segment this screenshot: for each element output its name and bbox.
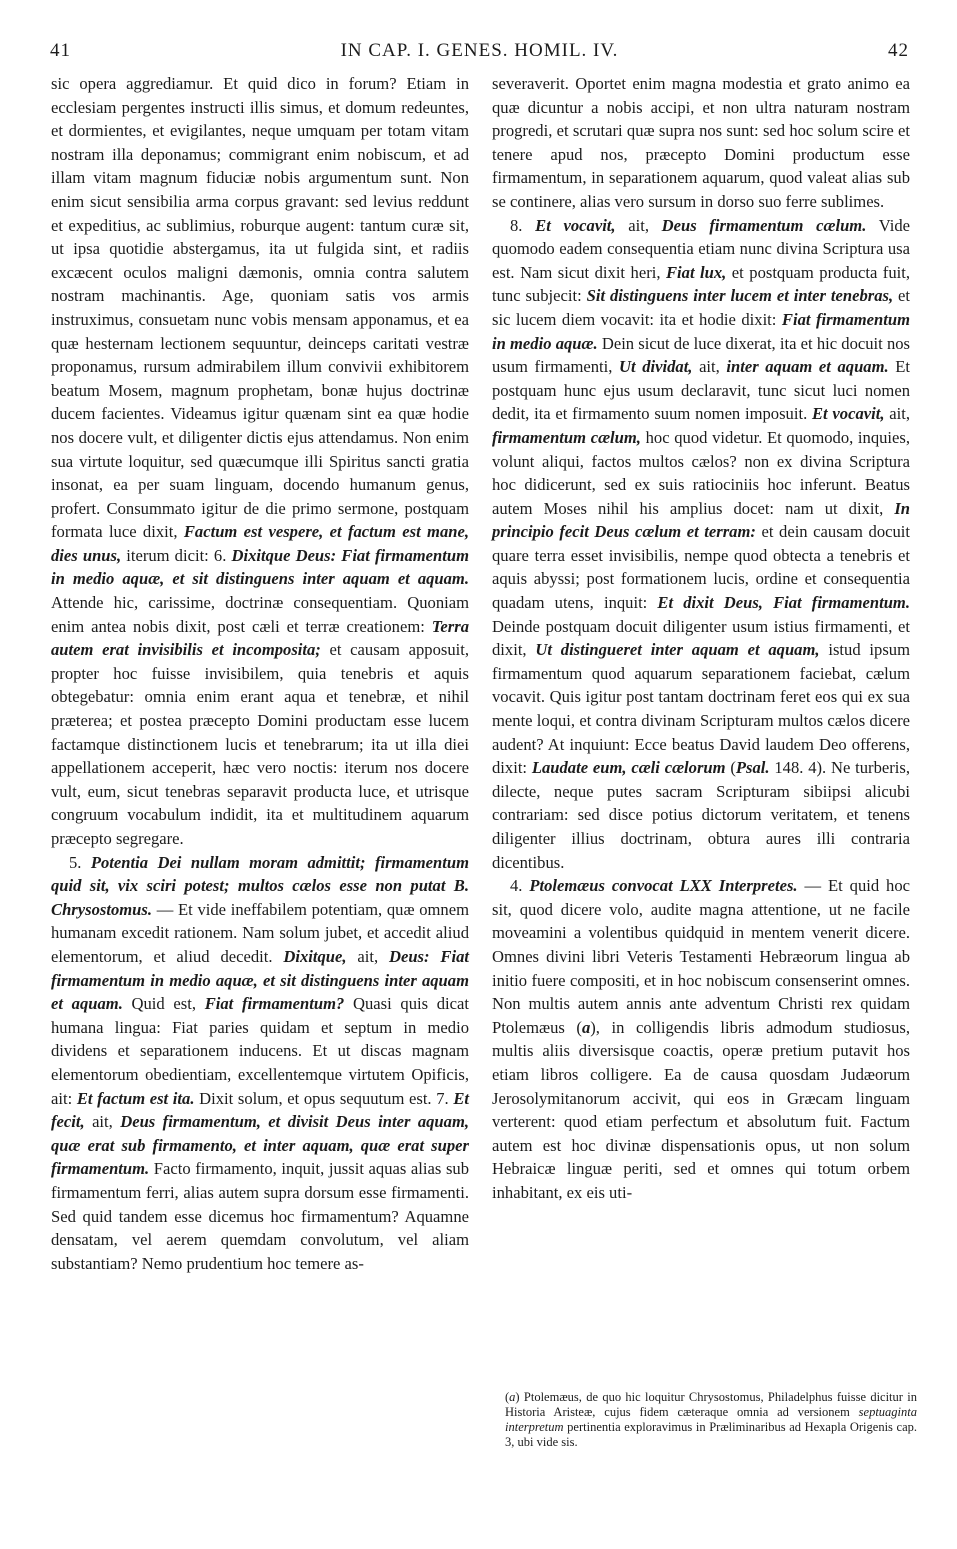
text-run: et postquam producta fuit, tunc subjecit:	[492, 262, 911, 306]
italic-text: Ptolemæus convocat LXX Interpretes.	[529, 876, 798, 896]
text-run: (	[725, 758, 736, 778]
italic-text: Fiat lux,	[665, 262, 727, 282]
text-run: ), in colligendis libris admodum studiosus, multis aliis diversisque coactis, operæ pretium putavit hos etiam libros colligere. Ea de causa quosdam Judæorum Jerosolymitanorum accivit, qui eos in Græcam linguam verterent: quod etiam perfectum et absolutum fuit. Factum autem est hoc divinæ dispensationis opus, ut non solum Hebraicæ linguæ periti, sed et omnes qui totum orbem inhabitant, ex eis uti-	[492, 1017, 910, 1202]
paragraph	[51, 851, 469, 1276]
running-title: IN CAP. I. GENES. HOMIL. IV.	[340, 40, 619, 61]
right-column	[492, 72, 910, 1205]
italic-text: Ut distingueret inter aquam et aquam,	[535, 640, 820, 660]
text-run: Vide quomodo eadem consequentia etiam nunc divina Scriptura usa est. Nam sicut dixit heri,	[492, 215, 911, 282]
text-run: Deinde postquam docuit diligenter usum istius firmamenti, et dixit,	[492, 616, 910, 660]
paragraph-continuation	[51, 72, 469, 851]
text-run: istud ipsum firmamentum quod aquarum separationem faciebat, cælum vocavit. Quis igitur post tantam doctrinam feret eos qui ex sua mente loqui, et contra divinam Scripturam multos cælos dicere audent? At inquiunt: Ecce beatus David laudem Deo offerens, dixit:	[492, 640, 910, 778]
page-number-left: 41	[50, 40, 71, 61]
italic-text: firmamentum cælum,	[492, 427, 641, 447]
text-run: et dein causam docuit quare terra esset invisibilis, nempe quod obtecta a tenebris et aquis abyssi; post formationem lucis, ordine et consequentia quadam utens, inquit:	[492, 522, 910, 613]
italic-text: Dixitque Deus: Fiat firmamentum in medio aquæ, et sit distinguens inter aquam et aquam.	[51, 545, 470, 589]
italic-text: Psal.	[735, 758, 770, 778]
text-run: 5.	[69, 852, 91, 872]
italic-text: Deus: Fiat firmamentum in medio aquæ, et sit distinguens inter aquam et aquam.	[51, 946, 469, 1014]
text-run: sic opera aggrediamur. Et quid dico in forum? Etiam in ecclesiam pergentes instructi illis simus, et domum redeuntes, et dormientes, et evigilantes, neque umquam per totam vitam nostram illa deponamus; commigrant enim nobiscum, et ad illam vitam magnum fiduciæ nobis argumentum sunt. Non enim sicut sensibilia arma corpus gravant: sed levius reddunt et expeditius, ac sublimius, roburque augent: tantum curæ sit, ut ipsa quotidie abstergamus, ita ut fulgida sint, et radiis excæcent oculos maligni dæmonis, omnia contra salutem nostram machinantis. Age, quoniam satis vos armis instruximus, consuetam nunc vobis mensam apponamus, et ea quæ hesternam lectionem sequuntur, deinceps caritati vestræ proponamus, rursum admirabilem illum convivii exhibitorem beatum Mosem, magnum prophetam, bonæ hujus doctrinæ ducem facientes. Videamus igitur quænam sint ea quæ hodie nos docere vult, et diligenter dictis ejus attendamus. Non enim sua virtute loquitur, sed quæcumque illi Spiritus sancti gratia insonat, ea per suam linguam, docendo humanum genus, profert. Consummato igitur de die primo sermone, postquam formata luce dixit,	[51, 74, 469, 542]
text-run: ) Ptolemæus, de quo hic loquitur Chrysostomus, Philadelphus fuisse dicitur in Historia Aristeæ, cujus fidem cæteraque omnia ad versionem	[505, 1390, 917, 1419]
italic-text: Potentia Dei nullam moram admittit; firmamentum quid sit, vix sciri potest; multos cælos esse non putat B. Chrysostomus.	[51, 852, 469, 919]
italic-text: Sit distinguens inter lucem et inter tenebras,	[586, 286, 894, 306]
text-run: Attende hic, carissime, doctrinæ consequentiam. Quoniam enim antea nobis dixit, post cæli et terræ creationem:	[51, 593, 469, 636]
text-run: — Et vide ineffabilem potentiam, quæ omnem humanam excedit rationem. Nam solum jubet, et accedit aliud elementorum, et aliud decedit.	[51, 899, 469, 966]
paragraph	[492, 874, 910, 1204]
text-run: ait,	[692, 357, 727, 377]
left-column	[51, 72, 469, 1275]
text-run: (	[505, 1390, 510, 1404]
text-run: Facto firmamento, inquit, jussit aquas alias sub firmamentum ferri, alias autem supra dorsum esse firmamenti. Sed quid tandem esse dicemus hoc firmamentum? Aquamne densatam, vel aerem quemdam convolutum, vel aliam substantiam? Nemo prudentium hoc temere as-	[51, 1159, 469, 1273]
text-run: 4.	[510, 876, 530, 896]
paragraph	[492, 214, 910, 875]
text-run: iterum dicit: 6.	[121, 545, 232, 565]
text-run: — Et quid hoc sit, quod dicere volo, audite magna attentione, ut ne facile moveamini a volentibus quidquid in mentem venerit dicere. Omnes divini libri Veteris Testamenti Hebræorum lingua ab initio fuere compositi, et in hoc nobiscum consenserint omnes. Non multis autem annis ante adventum Christi rex quidam Ptolemæus (	[492, 876, 911, 1037]
italic-text: a	[509, 1390, 516, 1404]
text-run: pertinentia exploravimus in Præliminaribus ad Hexapla Origenis cap. 3, ubi vide sis.	[505, 1420, 917, 1449]
footnote	[505, 1390, 917, 1450]
text-run: hoc quod videtur. Et quomodo, inquies, volunt aliqui, factos multos cælos? non ex divina Scriptura hoc didicerunt, sed ex suis ratiociniis hoc inferunt. Beatus autem Moses nihil his amplius docet: nam ut dixit,	[492, 427, 911, 518]
text-run: severaverit. Oportet enim magna modestia et grato animo ea quæ dicuntur a nobis accipi, et non ultra naturam nostram progredi, et scrutari quæ supra nos sunt: sed hoc solum scire et tenere apud nos, præcepto Domini productum esse firmamentum, in separationem aquarum, quod valeat alias sub se continere, alias vero sursum in dorso suo ferre sublimes.	[492, 74, 910, 211]
italic-text: Fiat firmamentum?	[204, 994, 345, 1014]
italic-text: Laudate eum, cæli cælorum	[531, 758, 726, 778]
italic-text: a	[581, 1017, 591, 1037]
italic-text: Fiat firmamentum in medio aquæ.	[492, 309, 910, 353]
italic-text: Factum est vespere, et factum est mane, dies unus,	[51, 522, 469, 565]
italic-text: Et vocavit,	[535, 215, 616, 235]
italic-text: septuaginta interpretum	[505, 1405, 917, 1434]
page-number-right: 42	[888, 40, 909, 61]
italic-text: Et dixit Deus, Fiat firmamentum.	[657, 593, 910, 613]
text-run: ait,	[615, 215, 662, 235]
italic-text: Et vocavit,	[811, 404, 885, 424]
text-run: 148. 4). Ne turberis, dilecte, neque putes sacram Scripturam sibiipsi alicubi contrariam: sed disce potius dictorum veritatem, et tenens diligenter illius doctrinam, obtura aures illi contraria dicentibus.	[492, 758, 910, 872]
text-run: ait,	[884, 404, 910, 424]
text-run: et sic lucem diem vocavit: ita et hodie dixit:	[492, 286, 911, 329]
italic-text: Ut dividat,	[619, 357, 693, 377]
italic-text: Dixitque,	[283, 946, 347, 966]
paragraph-continuation	[492, 72, 910, 214]
text-run: Dixit solum, et opus sequutum est. 7.	[194, 1088, 454, 1108]
italic-text: In principio fecit Deus cælum et terram:	[492, 498, 910, 542]
italic-text: Deus firmamentum, et divisit Deus inter aquam, quæ erat sub firmamento, et inter aquam, quæ erat super firmamentum.	[51, 1112, 469, 1179]
text-run: Quid est,	[122, 994, 205, 1014]
text-run: ait,	[346, 946, 389, 966]
italic-text: Et fecit,	[51, 1088, 469, 1132]
italic-text: Terra autem erat invisibilis et incomposita;	[51, 616, 469, 660]
italic-text: Deus firmamentum cælum.	[661, 215, 867, 235]
text-run: Dein sicut de luce dixerat, ita et hic docuit nos usum firmamenti,	[492, 333, 910, 377]
text-run: 8.	[510, 215, 536, 235]
text-run: ait,	[84, 1112, 121, 1132]
text-run: Quasi quis dicat humana lingua: Fiat paries quidam et septum in medio dividens et separationem inducens. Et ut discas magnam elementorum obedientiam, excellentemque virtutem Opificis, ait:	[51, 994, 469, 1108]
italic-text: inter aquam et aquam.	[726, 357, 889, 377]
italic-text: Et factum est ita.	[76, 1088, 195, 1108]
text-run: et causam apposuit, propter hoc fuisse invisibilem, quia tenebris et aquis obtegebatur: omnia enim erant aqua et tenebræ, et nihil præterea; et postea præcepto Domini productam esse lucem factamque distinctionem lucis et tenebrarum; ita ut illa diei appellationem acceperit, hæc vero noctis: iterum nos docere vult, eum, sicut tenebras separavit producta luce, et utrisque congruum vocabulum indidit, ita et multitudinem aquarum præcepto segregare.	[51, 640, 469, 848]
text-run: Et postquam hunc ejus usum declaravit, tunc sicut luci nomen dedit, ita et firmamento suum nomen imposuit.	[492, 357, 910, 424]
running-header	[50, 40, 909, 72]
